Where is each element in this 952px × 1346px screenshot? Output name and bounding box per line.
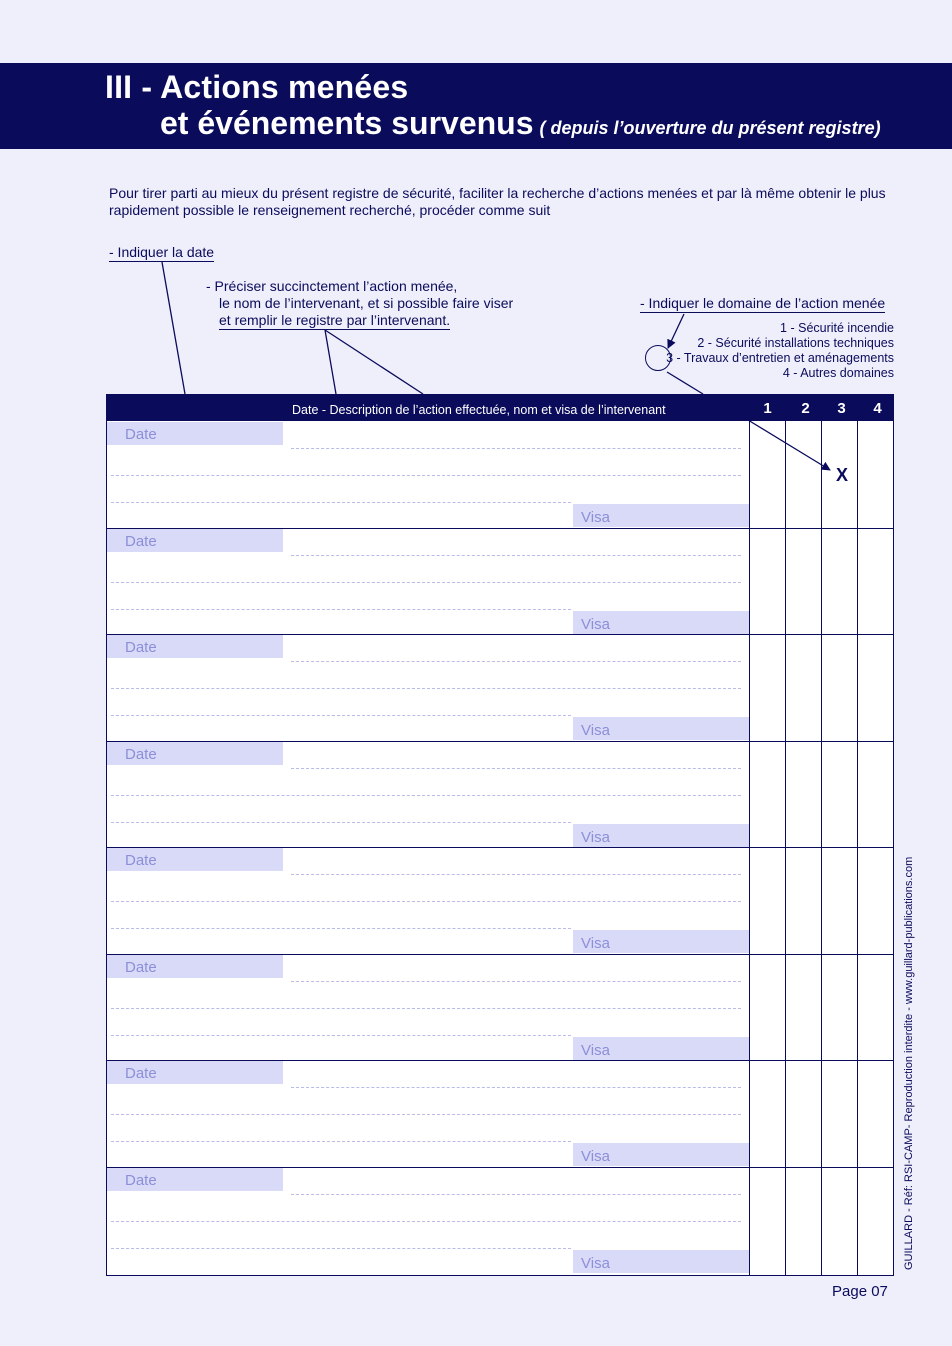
- page-number: Page 07: [832, 1283, 888, 1300]
- action-pointer-line: [325, 330, 423, 394]
- domain-item-3-number: 3 -: [666, 351, 681, 365]
- column-header-3: 3: [837, 400, 846, 417]
- instruction-date-label: - Indiquer la date: [109, 244, 215, 260]
- table-header-description: Date - Description de l’action effectuée, nom et visa de l’intervenant: [292, 403, 666, 417]
- column-header-1: 1: [763, 400, 772, 417]
- page-title: III - Actions menées: [105, 69, 409, 105]
- date-field[interactable]: Date: [107, 1168, 283, 1191]
- date-field[interactable]: Date: [107, 955, 283, 978]
- date-field[interactable]: Date: [107, 848, 283, 871]
- visa-field[interactable]: Visa: [573, 1037, 749, 1060]
- visa-field[interactable]: Visa: [573, 504, 749, 527]
- date-field[interactable]: Date: [107, 742, 283, 765]
- instruction-action-line3: et remplir le registre par l’intervenant.: [219, 312, 451, 328]
- domain-pointer-arrow: [668, 314, 684, 348]
- visa-field[interactable]: Visa: [573, 930, 749, 953]
- date-field[interactable]: Date: [107, 422, 283, 445]
- page-title-subtitle: ( depuis l’ouverture du présent registre): [539, 118, 881, 138]
- page-title-main: et événements survenus: [160, 105, 534, 141]
- date-pointer-line: [162, 262, 185, 394]
- domain-item-1: 1 - Sécurité incendie: [780, 321, 894, 335]
- visa-field[interactable]: Visa: [573, 824, 749, 847]
- instruction-action-line1: - Préciser succinctement l’action menée,: [206, 278, 458, 294]
- domain-item-3-label: Travaux d’entretien et aménagements: [683, 351, 894, 365]
- column-header-4: 4: [873, 400, 882, 417]
- date-field[interactable]: Date: [107, 635, 283, 658]
- domain-pointer-line: [667, 372, 703, 394]
- example-pointer-arrow: [748, 420, 830, 470]
- column-header-2: 2: [801, 400, 810, 417]
- visa-field[interactable]: Visa: [573, 717, 749, 740]
- footer-reference: GUILLARD - Réf: RSI-CAMP- Reproduction interdite - www.guillard-publications.com: [903, 856, 915, 1270]
- date-field[interactable]: Date: [107, 529, 283, 552]
- instruction-domain-label: - Indiquer le domaine de l’action menée: [640, 295, 886, 311]
- instruction-action-line2: le nom de l’intervenant, et si possible faire viser: [219, 295, 514, 311]
- example-domain-mark: X: [836, 465, 849, 485]
- date-field[interactable]: Date: [107, 1061, 283, 1084]
- visa-field[interactable]: Visa: [573, 1143, 749, 1166]
- visa-field[interactable]: Visa: [573, 611, 749, 634]
- visa-field[interactable]: Visa: [573, 1250, 749, 1273]
- action-pointer-line: [325, 330, 336, 394]
- intro-text: Pour tirer parti au mieux du présent registre de sécurité, faciliter la recherche d’actions menées et par là même obtenir le plus rapidement possible le renseignement recherché, procéder comme suit: [109, 185, 886, 218]
- domain-item-2: 2 - Sécurité installations techniques: [697, 336, 894, 350]
- domain-item-4: 4 - Autres domaines: [782, 366, 894, 380]
